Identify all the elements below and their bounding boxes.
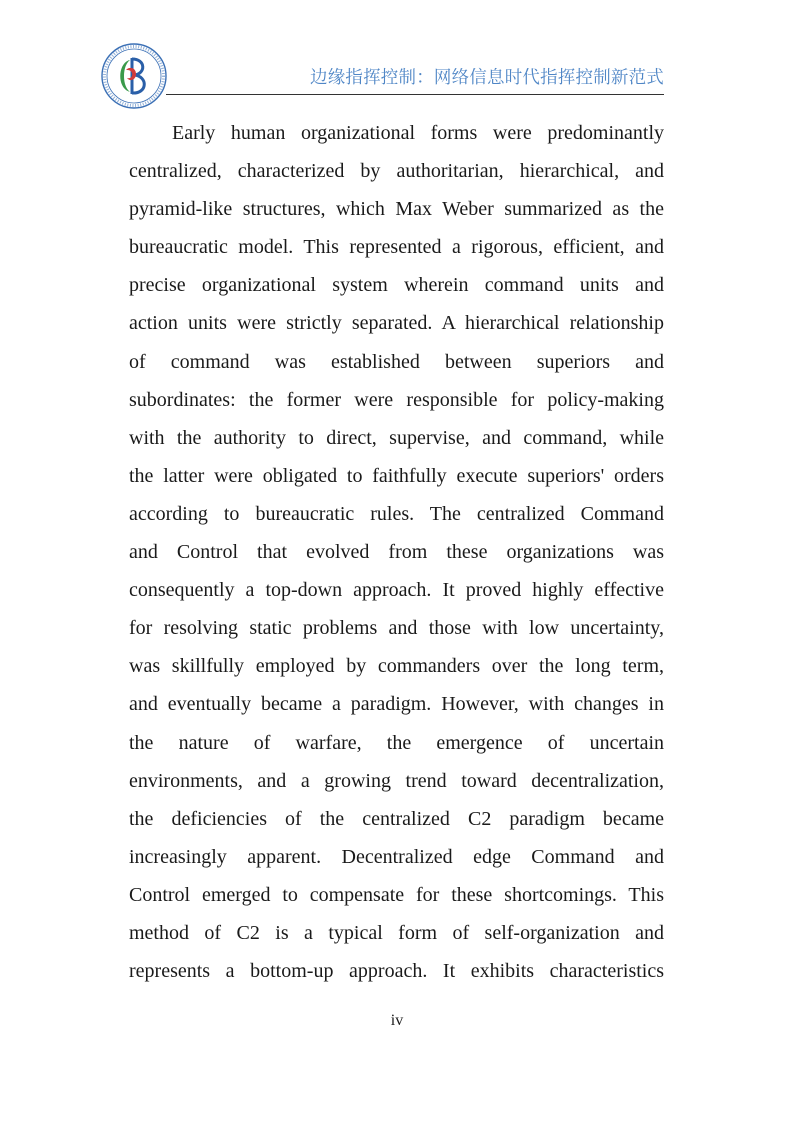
text-line: subordinates: the former were responsible for policy-making (129, 388, 664, 411)
text-line: the nature of warfare, the emergence of uncertain (129, 731, 664, 754)
text-line: the deficiencies of the centralized C2 paradigm became (129, 807, 664, 830)
text-line: Control emerged to compensate for these shortcomings. This (129, 883, 664, 906)
header-rule (166, 94, 664, 95)
text-line: precise organizational system wherein command units and (129, 274, 664, 297)
text-line: method of C2 is a typical form of self-organization and (129, 921, 664, 944)
text-line: bureaucratic model. This represented a rigorous, efficient, and (129, 236, 664, 259)
text-line: according to bureaucratic rules. The centralized Command (129, 502, 664, 525)
text-line: Early human organizational forms were predominantly (172, 122, 664, 144)
text-line: and Control that evolved from these organizations was (129, 541, 664, 564)
running-title: 边缘指挥控制：网络信息时代指挥控制新范式 (310, 68, 664, 88)
text-line: for resolving static problems and those with low uncertainty, (129, 617, 664, 640)
text-line: action units were strictly separated. A hierarchical relationship (129, 312, 664, 335)
text-line: increasingly apparent. Decentralized edge Command and (129, 845, 664, 868)
page-header (0, 0, 794, 100)
text-line: environments, and a growing trend toward decentralization, (129, 769, 664, 792)
text-line: pyramid-like structures, which Max Weber summarized as the (129, 198, 664, 221)
text-line: represents a bottom-up approach. It exhibits characteristics (129, 960, 664, 983)
text-line: was skillfully employed by commanders over the long term, (129, 655, 664, 678)
text-line: centralized, characterized by authoritarian, hierarchical, and (129, 160, 664, 183)
text-line: the latter were obligated to faithfully execute superiors' orders (129, 464, 664, 487)
text-line: of command was established between superiors and (129, 350, 664, 373)
university-emblem-icon (100, 42, 168, 110)
text-line: and eventually became a paradigm. However, with changes in (129, 693, 664, 716)
page-number: iv (390, 1012, 404, 1029)
text-line: consequently a top-down approach. It proved highly effective (129, 579, 664, 602)
body-paragraph (129, 114, 664, 990)
text-line: with the authority to direct, supervise, and command, while (129, 426, 664, 449)
